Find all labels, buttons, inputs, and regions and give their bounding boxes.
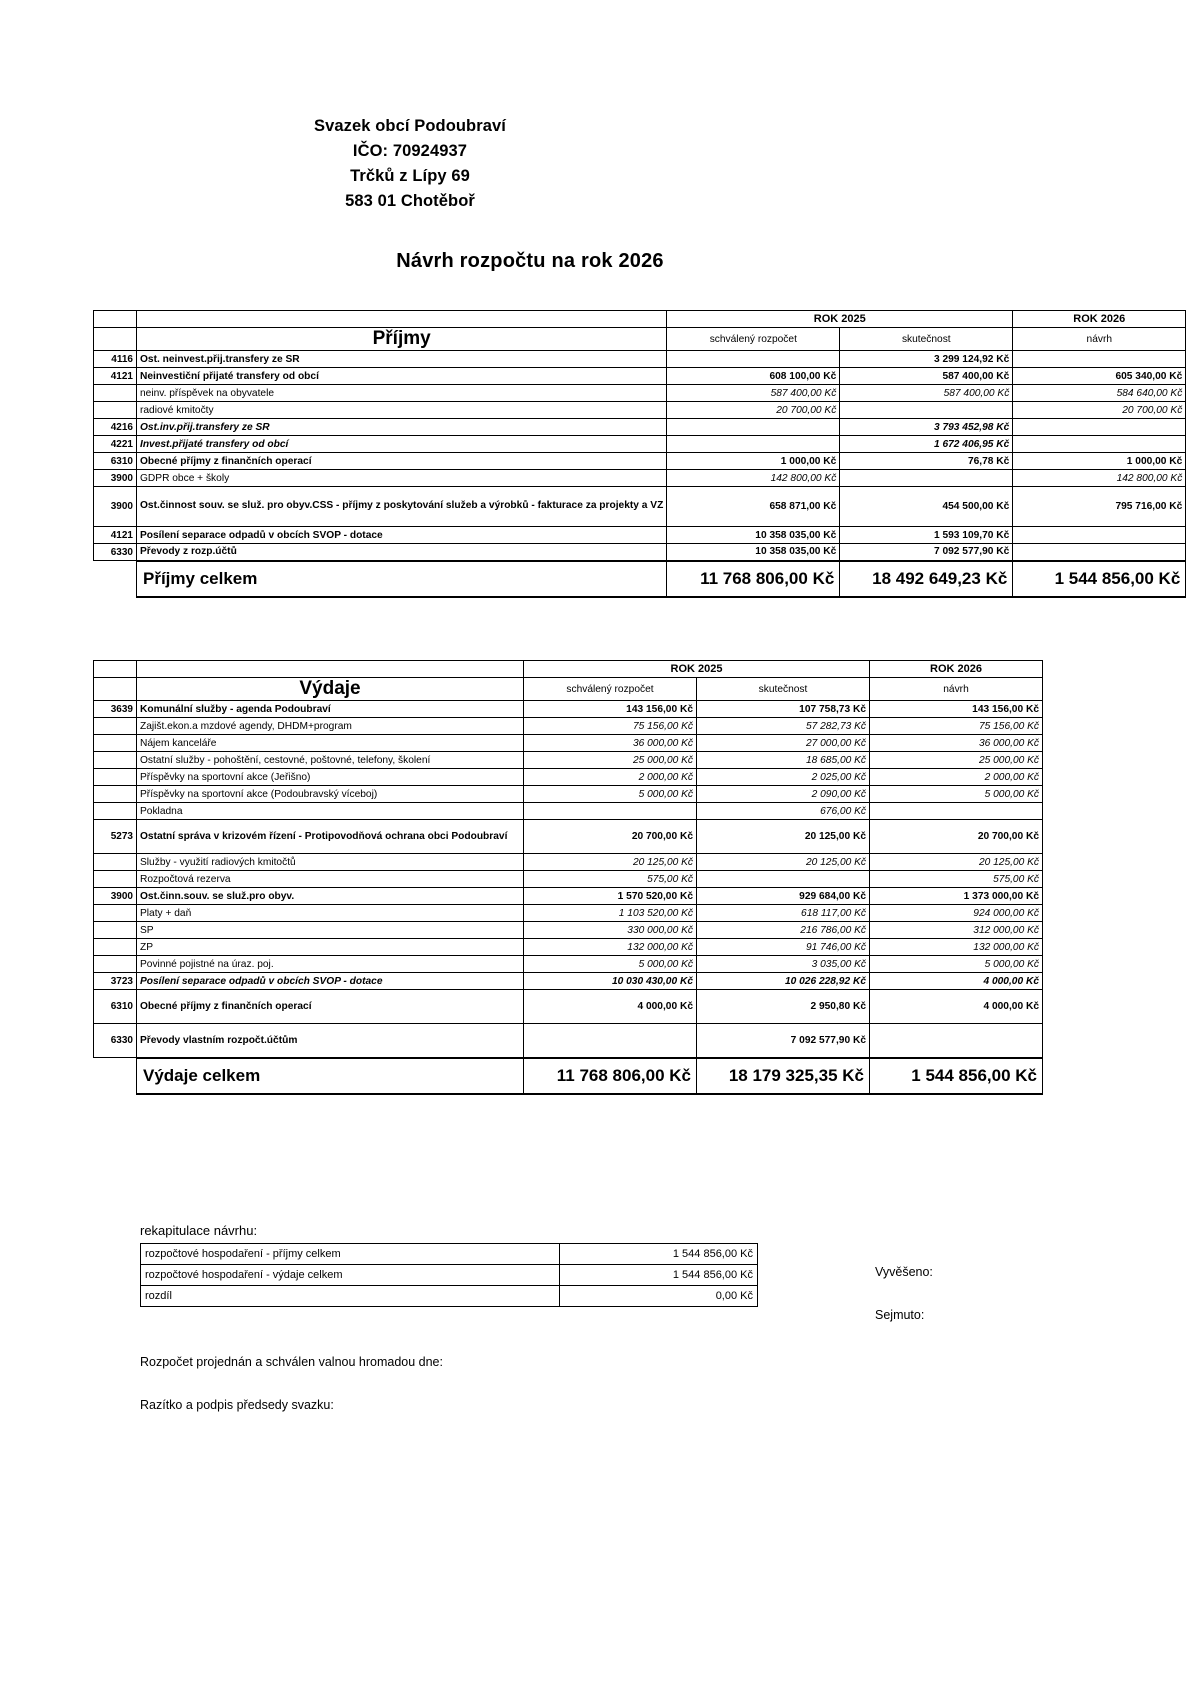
posted-label: Vyvěšeno:: [875, 1265, 933, 1279]
income-row: [94, 385, 1186, 402]
expense-row-proposal: 312 000,00 Kč: [870, 922, 1043, 939]
income-row: [94, 470, 1186, 487]
income-row-actual: 587 400,00 Kč: [840, 385, 1013, 402]
income-row-actual: 7 092 577,90 Kč: [840, 544, 1013, 561]
income-row-approved: 658 871,00 Kč: [667, 487, 840, 527]
expense-row-proposal: 924 000,00 Kč: [870, 905, 1043, 922]
income-row-actual: [840, 402, 1013, 419]
expense-row: [94, 786, 1043, 803]
expense-row-actual: 618 117,00 Kč: [697, 905, 870, 922]
income-total-proposal: 1 544 856,00 Kč: [1013, 561, 1186, 597]
expense-row-label: Obecné příjmy z finančních operací: [137, 990, 524, 1024]
expense-row-code: 3723: [94, 973, 137, 990]
income-row-proposal: [1013, 544, 1186, 561]
expense-row-proposal: 575,00 Kč: [870, 871, 1043, 888]
income-row-label: Ost.inv.přij.transfery ze SR: [137, 419, 667, 436]
expense-row-proposal: 1 373 000,00 Kč: [870, 888, 1043, 905]
expense-row: [94, 990, 1043, 1024]
recap-table: [140, 1243, 758, 1307]
expense-row-code: [94, 769, 137, 786]
income-row-actual: [840, 470, 1013, 487]
income-row-label: Obecné příjmy z finančních operací: [137, 453, 667, 470]
expense-row-proposal: 5 000,00 Kč: [870, 956, 1043, 973]
spacer: [94, 311, 137, 328]
income-row-approved: 10 358 035,00 Kč: [667, 544, 840, 561]
income-row-label: radiové kmitočty: [137, 402, 667, 419]
expense-row-proposal: 20 700,00 Kč: [870, 820, 1043, 854]
expense-row-code: [94, 922, 137, 939]
expense-row-label: SP: [137, 922, 524, 939]
income-total-row: [94, 561, 1186, 597]
income-row: [94, 351, 1186, 368]
expense-row-code: [94, 718, 137, 735]
expense-row-actual: 57 282,73 Kč: [697, 718, 870, 735]
expense-row-proposal: 2 000,00 Kč: [870, 769, 1043, 786]
expense-year-2026: ROK 2026: [870, 661, 1043, 678]
expense-header-subs: [94, 678, 1043, 701]
expense-row-label: Zajišt.ekon.a mzdové agendy, DHDM+program: [137, 718, 524, 735]
expense-row-approved: 25 000,00 Kč: [524, 752, 697, 769]
expense-total-row: [94, 1058, 1043, 1094]
income-row-proposal: 584 640,00 Kč: [1013, 385, 1186, 402]
expense-row-proposal: 132 000,00 Kč: [870, 939, 1043, 956]
recap-row: [141, 1244, 758, 1265]
expense-total-proposal: 1 544 856,00 Kč: [870, 1058, 1043, 1094]
income-header-subs: [94, 328, 1186, 351]
expense-row-proposal: 20 125,00 Kč: [870, 854, 1043, 871]
income-row: [94, 436, 1186, 453]
expense-row-code: [94, 956, 137, 973]
spacer: [94, 561, 137, 597]
recap-row-value: 1 544 856,00 Kč: [560, 1244, 758, 1265]
expense-row-code: [94, 939, 137, 956]
income-row-proposal: 142 800,00 Kč: [1013, 470, 1186, 487]
recap-row-label: rozpočtové hospodaření - výdaje celkem: [141, 1265, 560, 1286]
expense-row: [94, 888, 1043, 905]
expense-row: [94, 854, 1043, 871]
expense-row-code: 6310: [94, 990, 137, 1024]
income-row: [94, 527, 1186, 544]
expense-row-approved: 575,00 Kč: [524, 871, 697, 888]
expense-row: [94, 939, 1043, 956]
expense-row: [94, 1024, 1043, 1058]
expense-row-approved: 1 103 520,00 Kč: [524, 905, 697, 922]
spacer: [94, 328, 137, 351]
income-row-code: 6330: [94, 544, 137, 561]
income-year-2025: ROK 2025: [667, 311, 1013, 328]
expenses-table: [93, 660, 1043, 1095]
expense-row-label: Rozpočtová rezerva: [137, 871, 524, 888]
income-row-code: 6310: [94, 453, 137, 470]
expense-row-code: 5273: [94, 820, 137, 854]
income-row-label: GDPR obce + školy: [137, 470, 667, 487]
recap-row: [141, 1265, 758, 1286]
income-row: [94, 544, 1186, 561]
expense-row-actual: 2 090,00 Kč: [697, 786, 870, 803]
expense-year-2025: ROK 2025: [524, 661, 870, 678]
income-row-approved: [667, 436, 840, 453]
org-street: Trčků z Lípy 69: [350, 167, 470, 185]
income-row-code: 4216: [94, 419, 137, 436]
expense-row-proposal: 25 000,00 Kč: [870, 752, 1043, 769]
income-row-code: 4121: [94, 368, 137, 385]
expense-row-approved: 143 156,00 Kč: [524, 701, 697, 718]
expense-col-approved: schválený rozpočet: [524, 678, 697, 701]
signature-note: Razítko a podpis předsedy svazku:: [140, 1398, 334, 1412]
expense-total-actual: 18 179 325,35 Kč: [697, 1058, 870, 1094]
expense-row-proposal: 36 000,00 Kč: [870, 735, 1043, 752]
expense-row-actual: 929 684,00 Kč: [697, 888, 870, 905]
expense-row-actual: 7 092 577,90 Kč: [697, 1024, 870, 1058]
income-row-actual: 1 593 109,70 Kč: [840, 527, 1013, 544]
expense-row-code: [94, 905, 137, 922]
income-total-actual: 18 492 649,23 Kč: [840, 561, 1013, 597]
expense-row-approved: 4 000,00 Kč: [524, 990, 697, 1024]
expense-row-label: Ost.činn.souv. se služ.pro obyv.: [137, 888, 524, 905]
expense-row-label: Platy + daň: [137, 905, 524, 922]
expense-row-actual: 107 758,73 Kč: [697, 701, 870, 718]
expense-total-label: Výdaje celkem: [137, 1058, 524, 1094]
org-ico: IČO: 70924937: [352, 142, 468, 160]
expense-row-label: Služby - využití radiových kmitočtů: [137, 854, 524, 871]
expense-row-approved: 5 000,00 Kč: [524, 956, 697, 973]
expense-section-label: Výdaje: [137, 678, 524, 701]
income-total-label: Příjmy celkem: [137, 561, 667, 597]
income-row: [94, 419, 1186, 436]
income-row: [94, 453, 1186, 470]
income-col-approved: schválený rozpočet: [667, 328, 840, 351]
expense-row: [94, 956, 1043, 973]
income-year-2026: ROK 2026: [1013, 311, 1186, 328]
income-row-approved: 1 000,00 Kč: [667, 453, 840, 470]
expense-row: [94, 718, 1043, 735]
income-row-proposal: 795 716,00 Kč: [1013, 487, 1186, 527]
recap-row-label: rozdíl: [141, 1286, 560, 1307]
expense-row: [94, 871, 1043, 888]
expense-row-label: ZP: [137, 939, 524, 956]
income-row-approved: [667, 419, 840, 436]
expense-row-approved: 75 156,00 Kč: [524, 718, 697, 735]
expense-row-label: Pokladna: [137, 803, 524, 820]
income-row-proposal: [1013, 436, 1186, 453]
expense-row-actual: 91 746,00 Kč: [697, 939, 870, 956]
expense-row-approved: 20 700,00 Kč: [524, 820, 697, 854]
expense-row-code: [94, 871, 137, 888]
income-row-code: [94, 402, 137, 419]
income-row-code: 4221: [94, 436, 137, 453]
removed-label: Sejmuto:: [875, 1308, 925, 1322]
org-city: 583 01 Chotěboř: [345, 192, 475, 210]
income-row: [94, 368, 1186, 385]
income-row-approved: 608 100,00 Kč: [667, 368, 840, 385]
income-row-actual: 1 672 406,95 Kč: [840, 436, 1013, 453]
expense-total-approved: 11 768 806,00 Kč: [524, 1058, 697, 1094]
expense-row-label: Příspěvky na sportovní akce (Jeřišno): [137, 769, 524, 786]
income-section-blank: [137, 311, 667, 328]
expense-row-approved: 2 000,00 Kč: [524, 769, 697, 786]
expense-row: [94, 820, 1043, 854]
income-row-actual: 3 299 124,92 Kč: [840, 351, 1013, 368]
expense-row-label: Povinné pojistné na úraz. poj.: [137, 956, 524, 973]
expense-row-proposal: 75 156,00 Kč: [870, 718, 1043, 735]
expense-row-approved: [524, 1024, 697, 1058]
income-row-approved: [667, 351, 840, 368]
expense-row: [94, 973, 1043, 990]
income-row-label: Převody z rozp.účtů: [137, 544, 667, 561]
income-row-approved: 142 800,00 Kč: [667, 470, 840, 487]
income-row-code: 3900: [94, 470, 137, 487]
income-col-proposal: návrh: [1013, 328, 1186, 351]
expense-row-approved: 10 030 430,00 Kč: [524, 973, 697, 990]
spacer: [94, 661, 137, 678]
income-row-proposal: 20 700,00 Kč: [1013, 402, 1186, 419]
expense-row-actual: 3 035,00 Kč: [697, 956, 870, 973]
expense-row-proposal: 5 000,00 Kč: [870, 786, 1043, 803]
recap-row-value: 0,00 Kč: [560, 1286, 758, 1307]
expense-row-actual: 2 950,80 Kč: [697, 990, 870, 1024]
income-row-proposal: [1013, 351, 1186, 368]
expense-row-actual: 216 786,00 Kč: [697, 922, 870, 939]
expense-col-proposal: návrh: [870, 678, 1043, 701]
expense-row-proposal: 4 000,00 Kč: [870, 990, 1043, 1024]
expense-row-code: [94, 752, 137, 769]
recap-row-label: rozpočtové hospodaření - příjmy celkem: [141, 1244, 560, 1265]
expense-row: [94, 922, 1043, 939]
expense-row: [94, 752, 1043, 769]
expense-row-approved: 330 000,00 Kč: [524, 922, 697, 939]
income-row-actual: 76,78 Kč: [840, 453, 1013, 470]
expense-row-label: Posílení separace odpadů v obcích SVOP - dotace: [137, 973, 524, 990]
expense-row-actual: 676,00 Kč: [697, 803, 870, 820]
income-row-proposal: 605 340,00 Kč: [1013, 368, 1186, 385]
income-total-approved: 11 768 806,00 Kč: [667, 561, 840, 597]
expense-row-code: 6330: [94, 1024, 137, 1058]
expense-row-code: 3639: [94, 701, 137, 718]
expense-section-blank: [137, 661, 524, 678]
expense-row-label: Ostatní služby - pohoštění, cestovné, poštovné, telefony, školení: [137, 752, 524, 769]
income-table: [93, 310, 1186, 598]
expense-row-approved: 1 570 520,00 Kč: [524, 888, 697, 905]
expense-row-actual: 27 000,00 Kč: [697, 735, 870, 752]
expense-row-actual: 18 685,00 Kč: [697, 752, 870, 769]
income-row-actual: 587 400,00 Kč: [840, 368, 1013, 385]
expense-row-label: Komunální služby - agenda Podoubraví: [137, 701, 524, 718]
income-row-label: Invest.přijaté transfery od obcí: [137, 436, 667, 453]
expense-row-approved: 20 125,00 Kč: [524, 854, 697, 871]
expense-row-code: 3900: [94, 888, 137, 905]
income-row: [94, 402, 1186, 419]
expense-row-code: [94, 735, 137, 752]
expense-row-label: Ostatní správa v krizovém řízení - Protipovodňová ochrana obci Podoubraví: [137, 820, 524, 854]
page-title: Návrh rozpočtu na rok 2026: [396, 250, 664, 272]
income-row-proposal: [1013, 527, 1186, 544]
expense-row: [94, 735, 1043, 752]
expense-row: [94, 905, 1043, 922]
expense-row: [94, 769, 1043, 786]
income-row-approved: 10 358 035,00 Kč: [667, 527, 840, 544]
income-row-approved: 20 700,00 Kč: [667, 402, 840, 419]
income-row-code: 4116: [94, 351, 137, 368]
expense-row-code: [94, 786, 137, 803]
expense-row-actual: 20 125,00 Kč: [697, 854, 870, 871]
income-row-actual: 3 793 452,98 Kč: [840, 419, 1013, 436]
expense-row-approved: 132 000,00 Kč: [524, 939, 697, 956]
income-col-actual: skutečnost: [840, 328, 1013, 351]
expense-row-code: [94, 854, 137, 871]
expense-col-actual: skutečnost: [697, 678, 870, 701]
expense-row-proposal: 143 156,00 Kč: [870, 701, 1043, 718]
income-row-approved: 587 400,00 Kč: [667, 385, 840, 402]
expense-row: [94, 803, 1043, 820]
expense-row: [94, 701, 1043, 718]
income-row-label: Ost. neinvest.přij.transfery ze SR: [137, 351, 667, 368]
income-row-actual: 454 500,00 Kč: [840, 487, 1013, 527]
expense-row-label: Převody vlastním rozpočt.účtům: [137, 1024, 524, 1058]
expense-row-code: [94, 803, 137, 820]
expense-row-label: Příspěvky na sportovní akce (Podoubravský víceboj): [137, 786, 524, 803]
recap-row: [141, 1286, 758, 1307]
income-row-label: Posílení separace odpadů v obcích SVOP - dotace: [137, 527, 667, 544]
org-name: Svazek obcí Podoubraví: [313, 117, 506, 135]
income-row: [94, 487, 1186, 527]
expense-row-actual: 20 125,00 Kč: [697, 820, 870, 854]
income-row-label: Ost.činnost souv. se služ. pro obyv.CSS - příjmy z poskytování služeb a výrobků - fakturace za projekty a VZ: [137, 487, 667, 527]
expense-row-proposal: [870, 803, 1043, 820]
expense-row-label: Nájem kanceláře: [137, 735, 524, 752]
recap-row-value: 1 544 856,00 Kč: [560, 1265, 758, 1286]
expense-row-approved: [524, 803, 697, 820]
expense-row-proposal: 4 000,00 Kč: [870, 973, 1043, 990]
expense-row-approved: 5 000,00 Kč: [524, 786, 697, 803]
income-row-label: Neinvestiční přijaté transfery od obcí: [137, 368, 667, 385]
income-section-label: Příjmy: [137, 328, 667, 351]
income-row-code: [94, 385, 137, 402]
organization-header: [0, 114, 820, 214]
expense-row-actual: 2 025,00 Kč: [697, 769, 870, 786]
income-row-proposal: 1 000,00 Kč: [1013, 453, 1186, 470]
expense-row-approved: 36 000,00 Kč: [524, 735, 697, 752]
income-header-years: [94, 311, 1186, 328]
approval-note: Rozpočet projednán a schválen valnou hromadou dne:: [140, 1355, 443, 1369]
spacer: [94, 678, 137, 701]
income-row-code: 3900: [94, 487, 137, 527]
expense-header-years: [94, 661, 1043, 678]
expense-row-actual: [697, 871, 870, 888]
recap-title: rekapitulace návrhu:: [140, 1223, 258, 1238]
spacer: [94, 1058, 137, 1094]
expense-row-actual: 10 026 228,92 Kč: [697, 973, 870, 990]
income-row-label: neinv. příspěvek na obyvatele: [137, 385, 667, 402]
income-row-proposal: [1013, 419, 1186, 436]
income-row-code: 4121: [94, 527, 137, 544]
expense-row-proposal: [870, 1024, 1043, 1058]
